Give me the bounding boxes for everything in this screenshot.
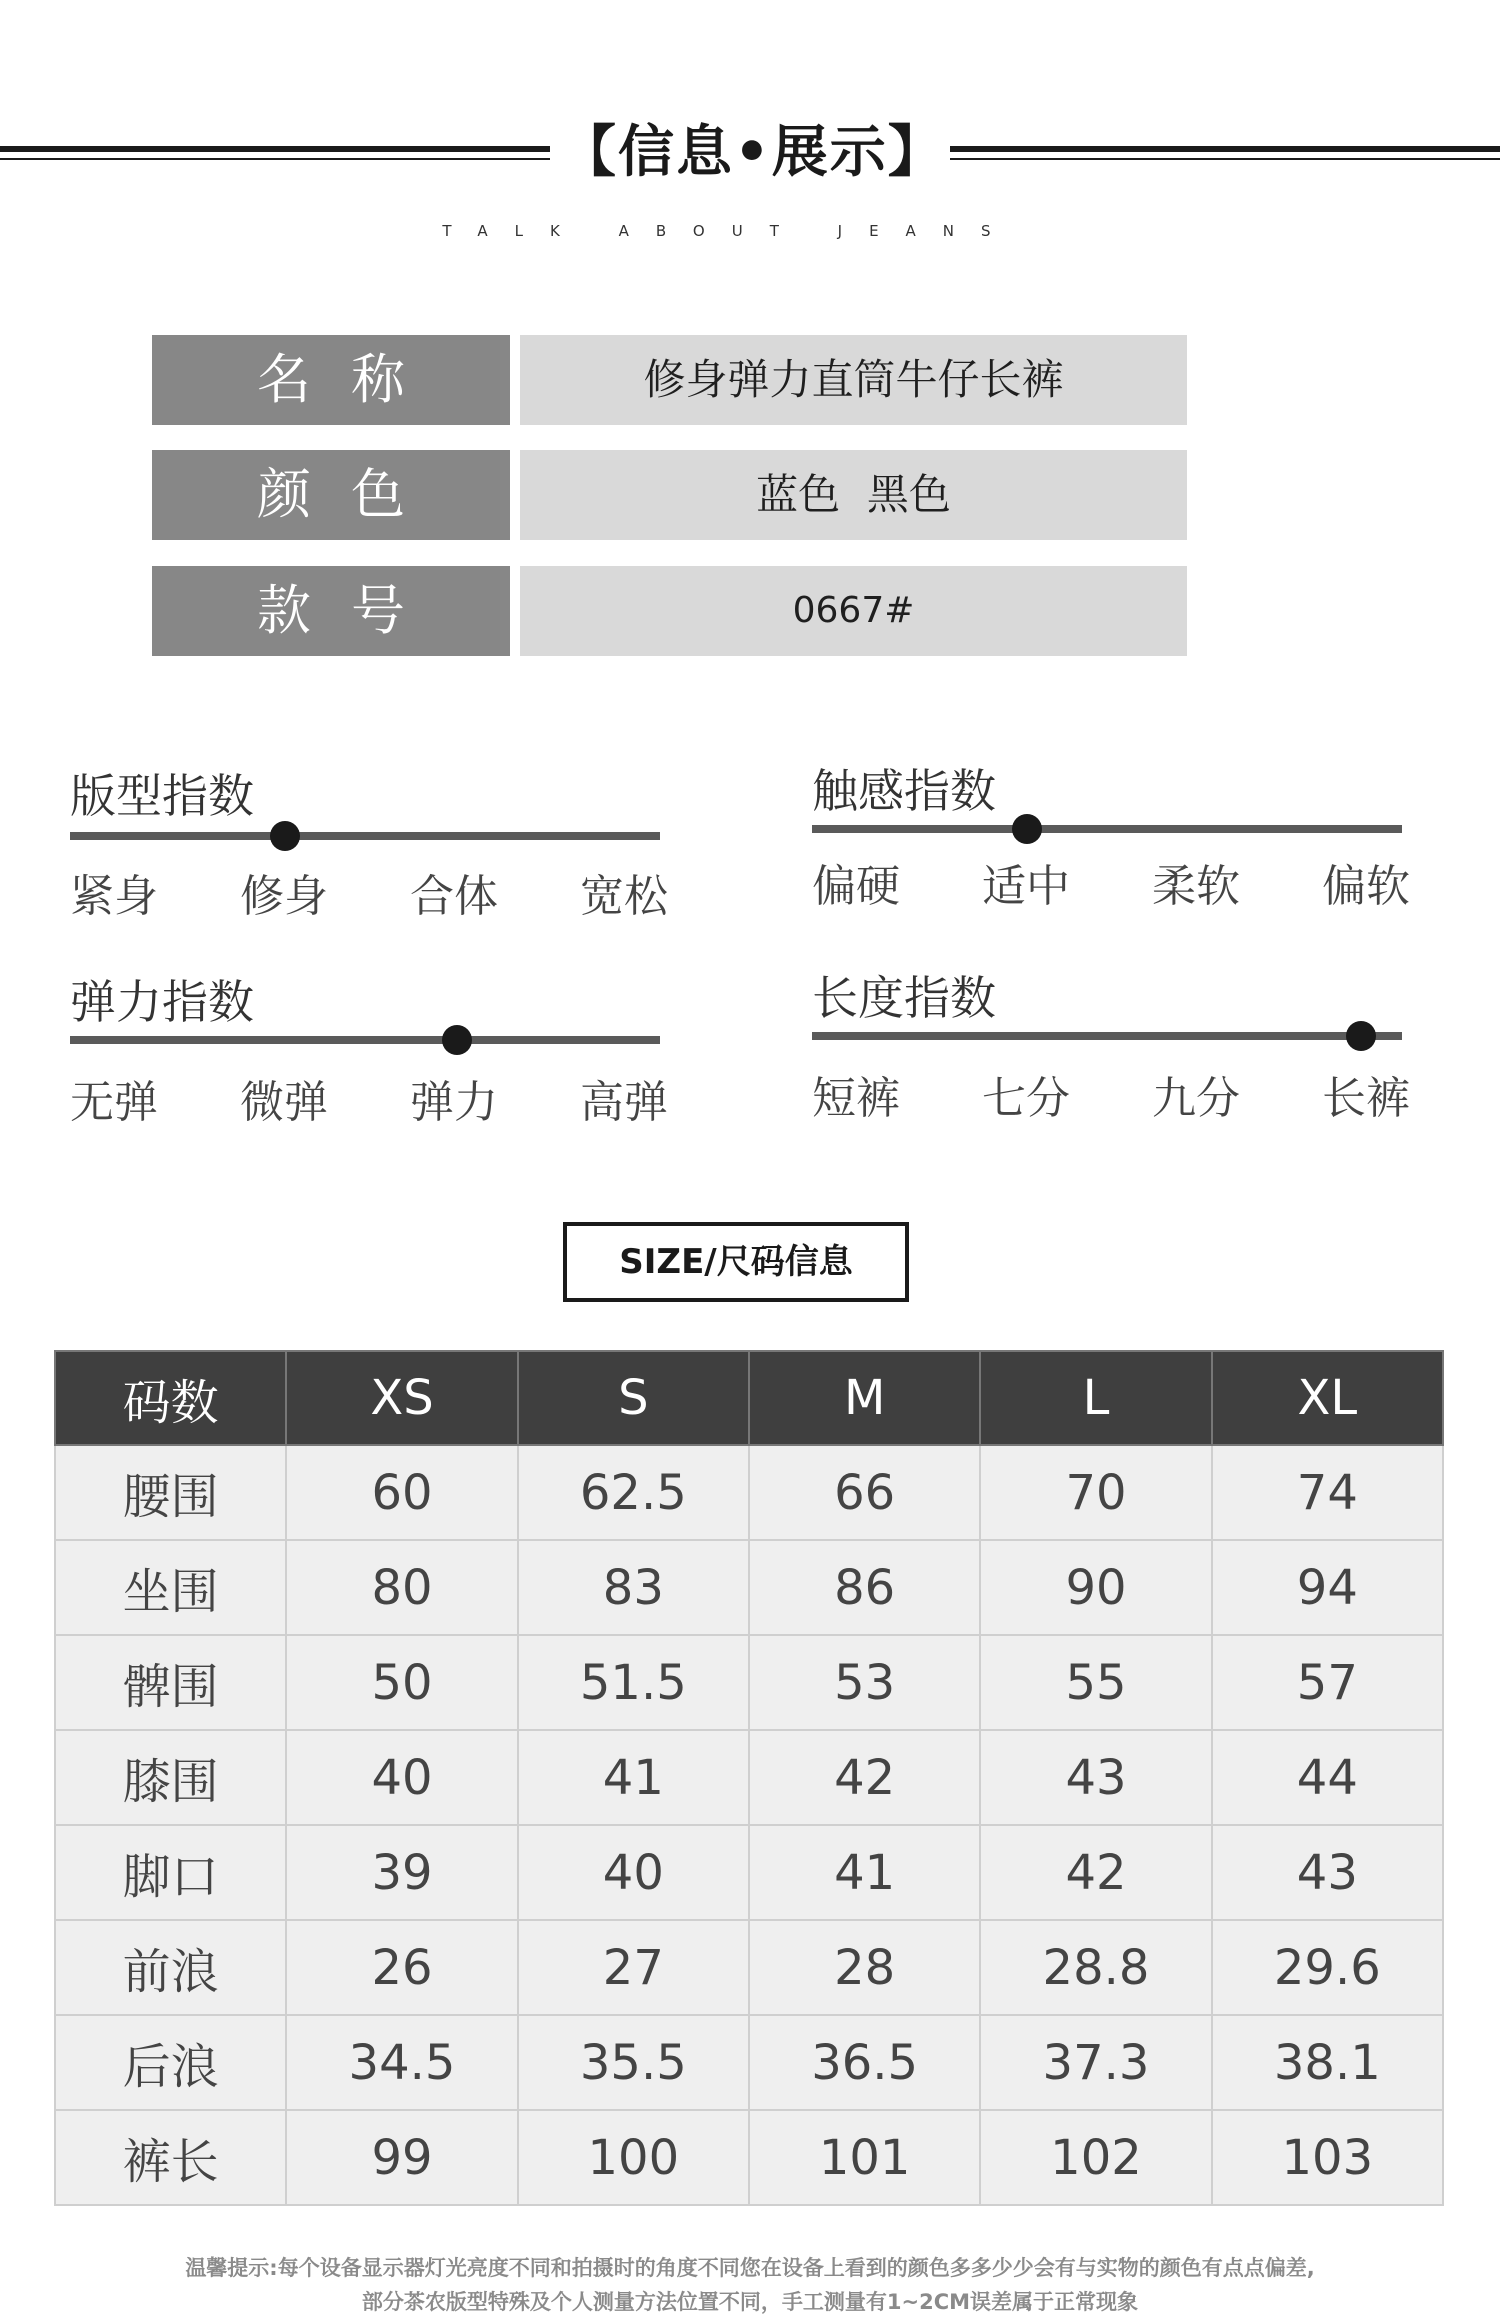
table-cell: 74: [1212, 1445, 1443, 1540]
table-cell: 前浪: [55, 1920, 286, 2015]
table-row: [55, 2110, 1443, 2205]
fit-option: 紧身: [70, 871, 158, 922]
table-cell: 40: [518, 1825, 749, 1920]
table-cell: 55: [980, 1635, 1211, 1730]
stretch-index-marker: [442, 1025, 472, 1055]
stretch-option: 弹力: [410, 1077, 498, 1128]
table-cell: 26: [286, 1920, 517, 2015]
header-rule-right-thin: [950, 158, 1500, 160]
table-cell: 后浪: [55, 2015, 286, 2110]
size-header-cell: XS: [286, 1351, 517, 1445]
table-cell: 50: [286, 1635, 517, 1730]
length-option: 九分: [1152, 1073, 1240, 1124]
length-index: [812, 962, 1412, 1122]
info-row-style: [152, 566, 1187, 656]
table-cell: 28.8: [980, 1920, 1211, 2015]
footer-note-line2: 部分茶农版型特殊及个人测量方法位置不同，手工测量有1~2CM误差属于正常现象: [361, 2290, 1139, 2314]
table-cell: 102: [980, 2110, 1211, 2205]
table-cell: 70: [980, 1445, 1211, 1540]
feel-index-track: [812, 825, 1402, 833]
table-cell: 42: [749, 1730, 980, 1825]
table-cell: 38.1: [1212, 2015, 1443, 2110]
table-cell: 86: [749, 1540, 980, 1635]
header-rule-left: [0, 146, 550, 152]
table-cell: 29.6: [1212, 1920, 1443, 2015]
feel-option: 偏软: [1322, 861, 1410, 912]
table-cell: 36.5: [749, 2015, 980, 2110]
header-rule-right: [950, 146, 1500, 152]
table-cell: 41: [749, 1825, 980, 1920]
table-cell: 裤长: [55, 2110, 286, 2205]
feel-index-marker: [1012, 814, 1042, 844]
table-cell: 90: [980, 1540, 1211, 1635]
info-value-color: 蓝色 黑色: [520, 450, 1187, 540]
table-cell: 51.5: [518, 1635, 749, 1730]
table-cell: 66: [749, 1445, 980, 1540]
stretch-option: 无弹: [70, 1077, 158, 1128]
table-cell: 43: [980, 1730, 1211, 1825]
table-cell: 62.5: [518, 1445, 749, 1540]
info-row-color: [152, 450, 1187, 540]
size-header-cell: 码数: [55, 1351, 286, 1445]
fit-index-track: [70, 832, 660, 840]
table-cell: 80: [286, 1540, 517, 1635]
info-value-style: 0667#: [520, 566, 1187, 656]
feel-option: 偏硬: [812, 861, 900, 912]
page-subtitle: TALK ABOUT JEANS: [442, 222, 1018, 240]
table-cell: 腰围: [55, 1445, 286, 1540]
stretch-index-title: 弹力指数: [70, 975, 254, 1029]
table-cell: 83: [518, 1540, 749, 1635]
size-table-header-row: [55, 1351, 1443, 1445]
header-rule-left-thin: [0, 158, 550, 160]
table-cell: 43: [1212, 1825, 1443, 1920]
table-row: [55, 1825, 1443, 1920]
feel-option: 柔软: [1152, 861, 1240, 912]
length-index-marker: [1346, 1021, 1376, 1051]
table-row: [55, 2015, 1443, 2110]
table-cell: 脚口: [55, 1825, 286, 1920]
table-cell: 34.5: [286, 2015, 517, 2110]
table-cell: 101: [749, 2110, 980, 2205]
table-row: [55, 1540, 1443, 1635]
size-header-cell: M: [749, 1351, 980, 1445]
table-cell: 37.3: [980, 2015, 1211, 2110]
stretch-option: 高弹: [580, 1077, 668, 1128]
table-cell: 60: [286, 1445, 517, 1540]
table-cell: 103: [1212, 2110, 1443, 2205]
fit-option: 宽松: [580, 871, 668, 922]
table-row: [55, 1920, 1443, 2015]
table-cell: 44: [1212, 1730, 1443, 1825]
stretch-index: [70, 966, 670, 1126]
feel-index-title: 触感指数: [812, 764, 996, 818]
feel-option: 适中: [982, 861, 1070, 912]
fit-option: 合体: [410, 871, 498, 922]
footer-note-line1: 温馨提示:每个设备显示器灯光亮度不同和拍摄时的角度不同您在设备上看到的颜色多多少少会有与实物的颜色有点点偏差,: [185, 2256, 1315, 2280]
fit-index-marker: [270, 821, 300, 851]
table-cell: 坐围: [55, 1540, 286, 1635]
stretch-option: 微弹: [240, 1077, 328, 1128]
info-label-style: 款号: [152, 566, 510, 656]
info-label-color: 颜色: [152, 450, 510, 540]
table-cell: 28: [749, 1920, 980, 2015]
size-table: [54, 1350, 1444, 2206]
table-cell: 100: [518, 2110, 749, 2205]
size-header-cell: S: [518, 1351, 749, 1445]
table-row: [55, 1730, 1443, 1825]
size-section-title: SIZE/尺码信息: [563, 1222, 909, 1302]
info-value-name: 修身弹力直筒牛仔长裤: [520, 335, 1187, 425]
table-cell: 53: [749, 1635, 980, 1730]
page-title: 【信息•展示】: [560, 120, 946, 185]
table-row: [55, 1445, 1443, 1540]
table-cell: 57: [1212, 1635, 1443, 1730]
table-cell: 35.5: [518, 2015, 749, 2110]
length-index-track: [812, 1032, 1402, 1040]
info-row-name: [152, 335, 1187, 425]
length-index-title: 长度指数: [812, 971, 996, 1025]
fit-option: 修身: [240, 871, 328, 922]
feel-index: [812, 755, 1412, 915]
stretch-index-track: [70, 1036, 660, 1044]
length-option: 短裤: [812, 1073, 900, 1124]
table-cell: 27: [518, 1920, 749, 2015]
info-label-name: 名称: [152, 335, 510, 425]
table-cell: 41: [518, 1730, 749, 1825]
table-cell: 94: [1212, 1540, 1443, 1635]
size-header-cell: XL: [1212, 1351, 1443, 1445]
fit-index-title: 版型指数: [70, 769, 254, 823]
table-cell: 40: [286, 1730, 517, 1825]
length-option: 长裤: [1322, 1073, 1410, 1124]
table-cell: 42: [980, 1825, 1211, 1920]
table-cell: 髀围: [55, 1635, 286, 1730]
fit-index: [70, 760, 670, 920]
size-header-cell: L: [980, 1351, 1211, 1445]
table-cell: 99: [286, 2110, 517, 2205]
table-cell: 39: [286, 1825, 517, 1920]
length-option: 七分: [982, 1073, 1070, 1124]
table-row: [55, 1635, 1443, 1730]
table-cell: 膝围: [55, 1730, 286, 1825]
